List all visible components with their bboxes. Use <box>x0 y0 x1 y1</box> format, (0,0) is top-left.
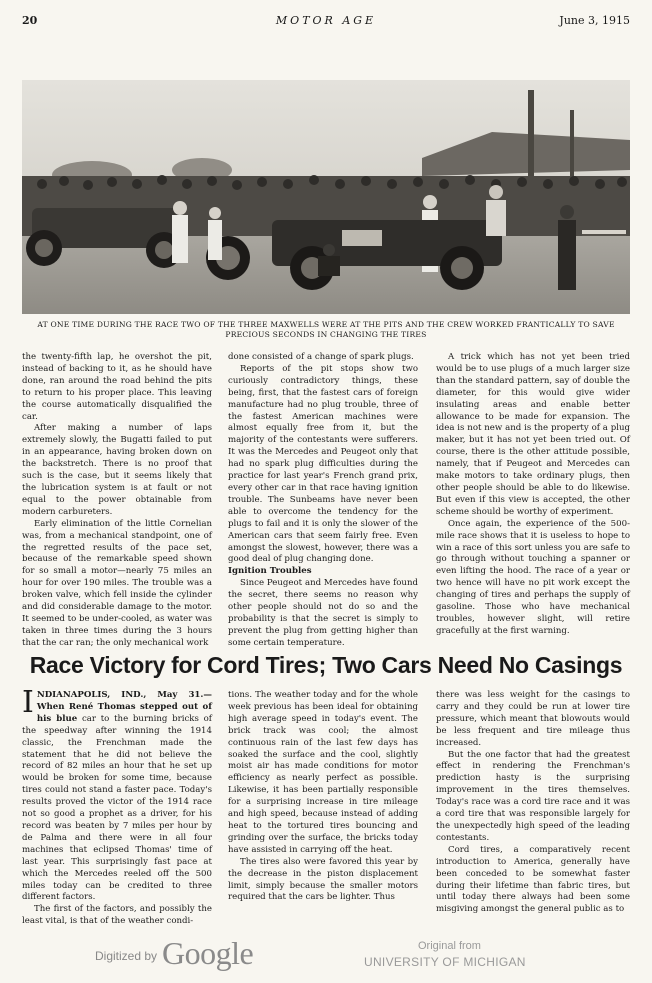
paragraph: The tires also were favored this year by the decrease in the piston displacement limit, simply because the smaller motors required that the cars be lighter. Thus <box>228 856 418 903</box>
paragraph: tions. The weather today and for the whole week previous has been ideal for obtaining high average speed in today's event. The brick track was cool; the almost continuous rain of the last few days has soaked the surface and the cool, slightly moist air has made conditions for motor efficiency as nearly perfect as possible. Likewise, it has been partially responsible for a surprising increase in tire mileage and high speed, because instead of adding heat to the tortured tires bouncing and grinding over the surface, the bricks today have assisted in carrying off the heat. <box>228 690 418 855</box>
paragraph: Since Peugeot and Mercedes have found the secret, there seems no reason why other people should not do so and the probability is that the secret is simply to prevent the plug from getting higher than some certain temperature. <box>228 578 418 648</box>
bottom-article-column-3 <box>436 690 630 916</box>
paragraph: Cord tires, a comparatively recent introduction to America, generally have been conceded to be somewhat faster during their lifetime than fabric tires, but until today there always had been some misgiving amongst the general public as to <box>436 844 630 915</box>
top-article-column-1 <box>22 352 212 650</box>
lead-paragraph <box>22 685 212 904</box>
google-logo: Google <box>162 935 254 971</box>
page-header <box>22 14 630 30</box>
paragraph: After making a number of laps extremely slowly, the Bugatti failed to put in an appearance, having broken down on the backstretch. There is no proof that such is the case, but it seems likely that the lubrication system is at fault or not equal to the power obtainable from modern carbureters. <box>22 423 212 517</box>
top-article-column-3 <box>436 352 630 638</box>
paragraph: the twenty-fifth lap, he overshot the pit, instead of backing to it, as he should have done, ran around the road behind the pits to return to his proper place. This leaving the course automatically disqualified the car. <box>22 352 212 422</box>
paragraph: The first of the factors, and possibly the least vital, is that of the weather condi- <box>22 904 212 927</box>
publication-title: MOTOR AGE <box>275 14 377 27</box>
original-from-label: Original from <box>418 940 481 952</box>
paragraph: done consisted of a change of spark plugs. <box>228 352 414 362</box>
lead-in: NDIANAPOLIS, IND., May 31.—When René Thomas stepped out of his blue <box>36 690 212 724</box>
bottom-article-column-2 <box>228 690 418 904</box>
paragraph: But the one factor that had the greatest effect in rendering the Frenchman's prediction hasty is the surprising improvement in the tires themselves. Today's race was a cord tire race and it was a cord tire that was responsible largely for the unexpectedly high speed of the leading contestants. <box>436 749 630 843</box>
article-headline: Race Victory for Cord Tires; Two Cars Need No Casings <box>29 652 623 678</box>
top-article-column-2 <box>228 352 418 650</box>
race-pit-photo <box>22 80 630 314</box>
paragraph: Early elimination of the little Cornelian was, from a mechanical standpoint, one of the regretted results of the pace set, because of the remarkable speed shown for so small a motor—nearly 75 miles an hour for over 190 miles. The trouble was a broken valve, which fell inside the cylinder and did considerable damage to the motor. It seemed to be under-cooled, as water was taken in three times during the 3 hours that the car ran; the only mechanical work <box>22 518 212 648</box>
photo-illustration <box>22 80 630 314</box>
issue-date: June 3, 1915 <box>559 14 630 27</box>
digitized-by-label: Digitized by <box>95 949 158 963</box>
paragraph: A trick which has not yet been tried would be to use plugs of a much larger size than the standard pattern, say of double the diameter, for this would give wider insulating areas and enable better allowance to be made for expansion. The idea is not new and is the property of a plug maker, but it has not yet been tried out. Of course, there is the other attitude possible, namely, that if Peugeot and Mercedes can make motors to take ordinary plugs, then other people should be able to do likewise. But even if this view is accepted, the other scheme should be worthy of experiment. <box>436 352 630 517</box>
drop-cap: I <box>22 685 34 720</box>
university-label: UNIVERSITY OF MICHIGAN <box>364 955 526 969</box>
page-number: 20 <box>22 14 38 27</box>
lead-paragraph-text: car to the burning bricks of the speedway after winning the 1914 classic, the Frenchman made the statement that he did not believe the record of 82 miles an hour that he set up would be broken for some time, because tires could not stand a faster pace. Today's results proved the victor of the 1914 race not so good a prophet as a driver, for his record was beaten by 7 miles per hour by de Palma and there were in all four machines that eclipsed Thomas' time of last year. This surprisingly fast pace at which the Mercedes reeled off the 500 miles today can be credited to three different factors. <box>22 713 212 903</box>
digitization-footer <box>0 930 652 970</box>
bottom-article-column-1 <box>22 685 212 928</box>
paragraph: there was less weight for the casings to carry and they could be run at lower tire pressure, which meant that blowouts would be less frequent and tire mileage thus increased. <box>436 690 630 748</box>
photo-caption: AT ONE TIME DURING THE RACE TWO OF THE THREE MAXWELLS WERE AT THE PITS AND THE CREW WORKED FRANTICALLY TO SAVE PRECIOUS SECONDS IN CHANGING THE TIRES <box>37 320 615 339</box>
paragraph: Once again, the experience of the 500-mile race shows that it is useless to hope to win a race of this sort unless you are safe to go through without touching a spanner or even lifting the hood. The race of a year or two hence will have no pit work except the changing of tires and perhaps the supply of gasoline. Those who have mechanical troubles, however slight, will retire gracefully at the first warning. <box>436 518 630 636</box>
subheading: Ignition Troubles <box>228 566 312 577</box>
paragraph: Reports of the pit stops show two curiously contradictory things, these being, first, that the fastest cars of foreign manufacture had no plug trouble, three of the fastest American machines were almost equally free from it, but the majority of the contestants were sufferers. It was the Mercedes and Peugeot only that had no spark plug difficulties during the practice for last year's French grand prix, every other car in that race having ignition trouble. The Sunbeams have never been able to overcome the tendency for the plugs to fail and it is only the slower of the American cars that seem fairly free. Even amongst the slowest, however, there was a good deal of plug changing done. <box>228 363 418 565</box>
